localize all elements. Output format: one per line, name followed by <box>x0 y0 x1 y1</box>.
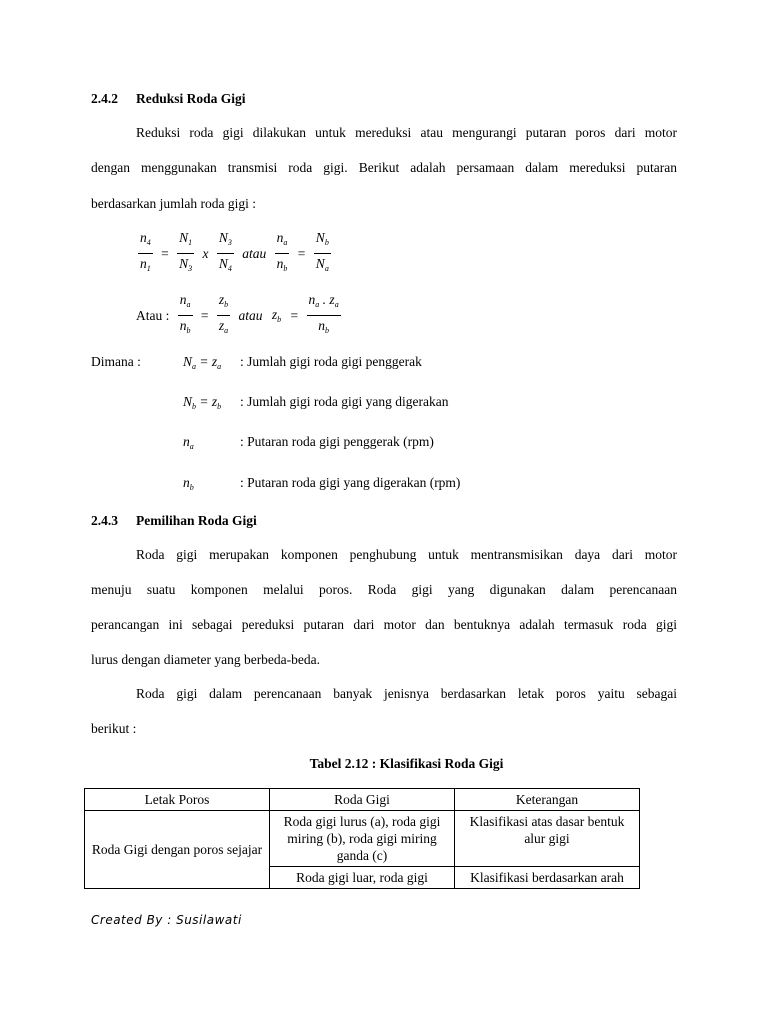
table-caption: Tabel 2.12 : Klasifikasi Roda Gigi <box>309 756 504 771</box>
dimana-label: Dimana : <box>91 354 141 369</box>
paragraph-line: Roda gigi merupakan komponen penghubung untuk mentransmisikan daya dari motor <box>136 547 677 562</box>
definition-line: : Jumlah gigi roda gigi penggerak <box>240 354 422 369</box>
definition-line: : Jumlah gigi roda gigi yang digerakan <box>240 394 449 409</box>
atau-label: Atau : <box>136 307 170 323</box>
paragraph-line: berikut : <box>91 721 137 736</box>
footer-credit: Created By : Susilawati <box>91 913 242 927</box>
cell-roda-gigi: Roda gigi lurus (a), roda gigi miring (b), roda gigi miring ganda (c) <box>270 811 455 867</box>
equation-teeth-ratio: Atau : $\frac{n_a}{n_b}$ = $\frac{z_b}{z_a}$ atau $z_b$ = $\frac{n_a . z_a}{n_b}$ <box>136 292 339 335</box>
section-title-pemilihan: Pemilihan Roda Gigi <box>136 513 257 528</box>
symbol-nb-zb: $N_b = z_b$ <box>183 394 222 411</box>
symbol-nb-speed: $n_b$ <box>183 475 194 492</box>
paragraph-line: menuju suatu komponen melalui poros. Roda gigi yang digunakan dalam perencanaan <box>91 582 677 597</box>
paragraph-line: perancangan ini sebagai pereduksi putaran dari motor dan bentuknya adalah termasuk roda gigi <box>91 617 677 632</box>
symbol-na-za: $N_a = z_a$ <box>183 354 222 371</box>
table-header-row <box>85 789 640 811</box>
section-title-reduksi: Reduksi Roda Gigi <box>136 91 246 106</box>
section-number-243: 2.4.3 <box>91 513 118 528</box>
cell-letak-poros: Roda Gigi dengan poros sejajar <box>85 811 270 889</box>
header-keterangan: Keterangan <box>455 789 640 811</box>
gear-classification-table <box>84 788 640 889</box>
symbol-na-speed: $n_a$ <box>183 434 194 451</box>
table-row <box>85 811 640 867</box>
header-roda-gigi: Roda Gigi <box>270 789 455 811</box>
cell-keterangan: Klasifikasi atas dasar bentuk alur gigi <box>455 811 640 867</box>
paragraph-line: berdasarkan jumlah roda gigi : <box>91 196 256 211</box>
definition-line: : Putaran roda gigi yang digerakan (rpm) <box>240 475 461 490</box>
cell-keterangan: Klasifikasi berdasarkan arah <box>455 867 640 889</box>
definition-line: : Putaran roda gigi penggerak (rpm) <box>240 434 434 449</box>
header-letak-poros: Letak Poros <box>85 789 270 811</box>
paragraph-line: Reduksi roda gigi dilakukan untuk mereduksi atau mengurangi putaran poros dari motor <box>136 125 677 140</box>
section-number-242: 2.4.2 <box>91 91 118 106</box>
paragraph-line: dengan menggunakan transmisi roda gigi. Berikut adalah persamaan dalam mereduksi putaran <box>91 160 677 175</box>
cell-roda-gigi: Roda gigi luar, roda gigi <box>270 867 455 889</box>
equation-gear-ratio: $\frac{n_4}{n_1}$ = $\frac{N_1}{N_3}$ x $\frac{N_3}{N_4}$ atau $\frac{n_a}{n_b}$ = $\frac{N_b}{N_a}$ <box>140 230 329 273</box>
paragraph-line: lurus dengan diameter yang berbeda-beda. <box>91 652 321 667</box>
paragraph-line: Roda gigi dalam perencanaan banyak jenisnya berdasarkan letak poros yaitu sebagai <box>136 686 677 701</box>
